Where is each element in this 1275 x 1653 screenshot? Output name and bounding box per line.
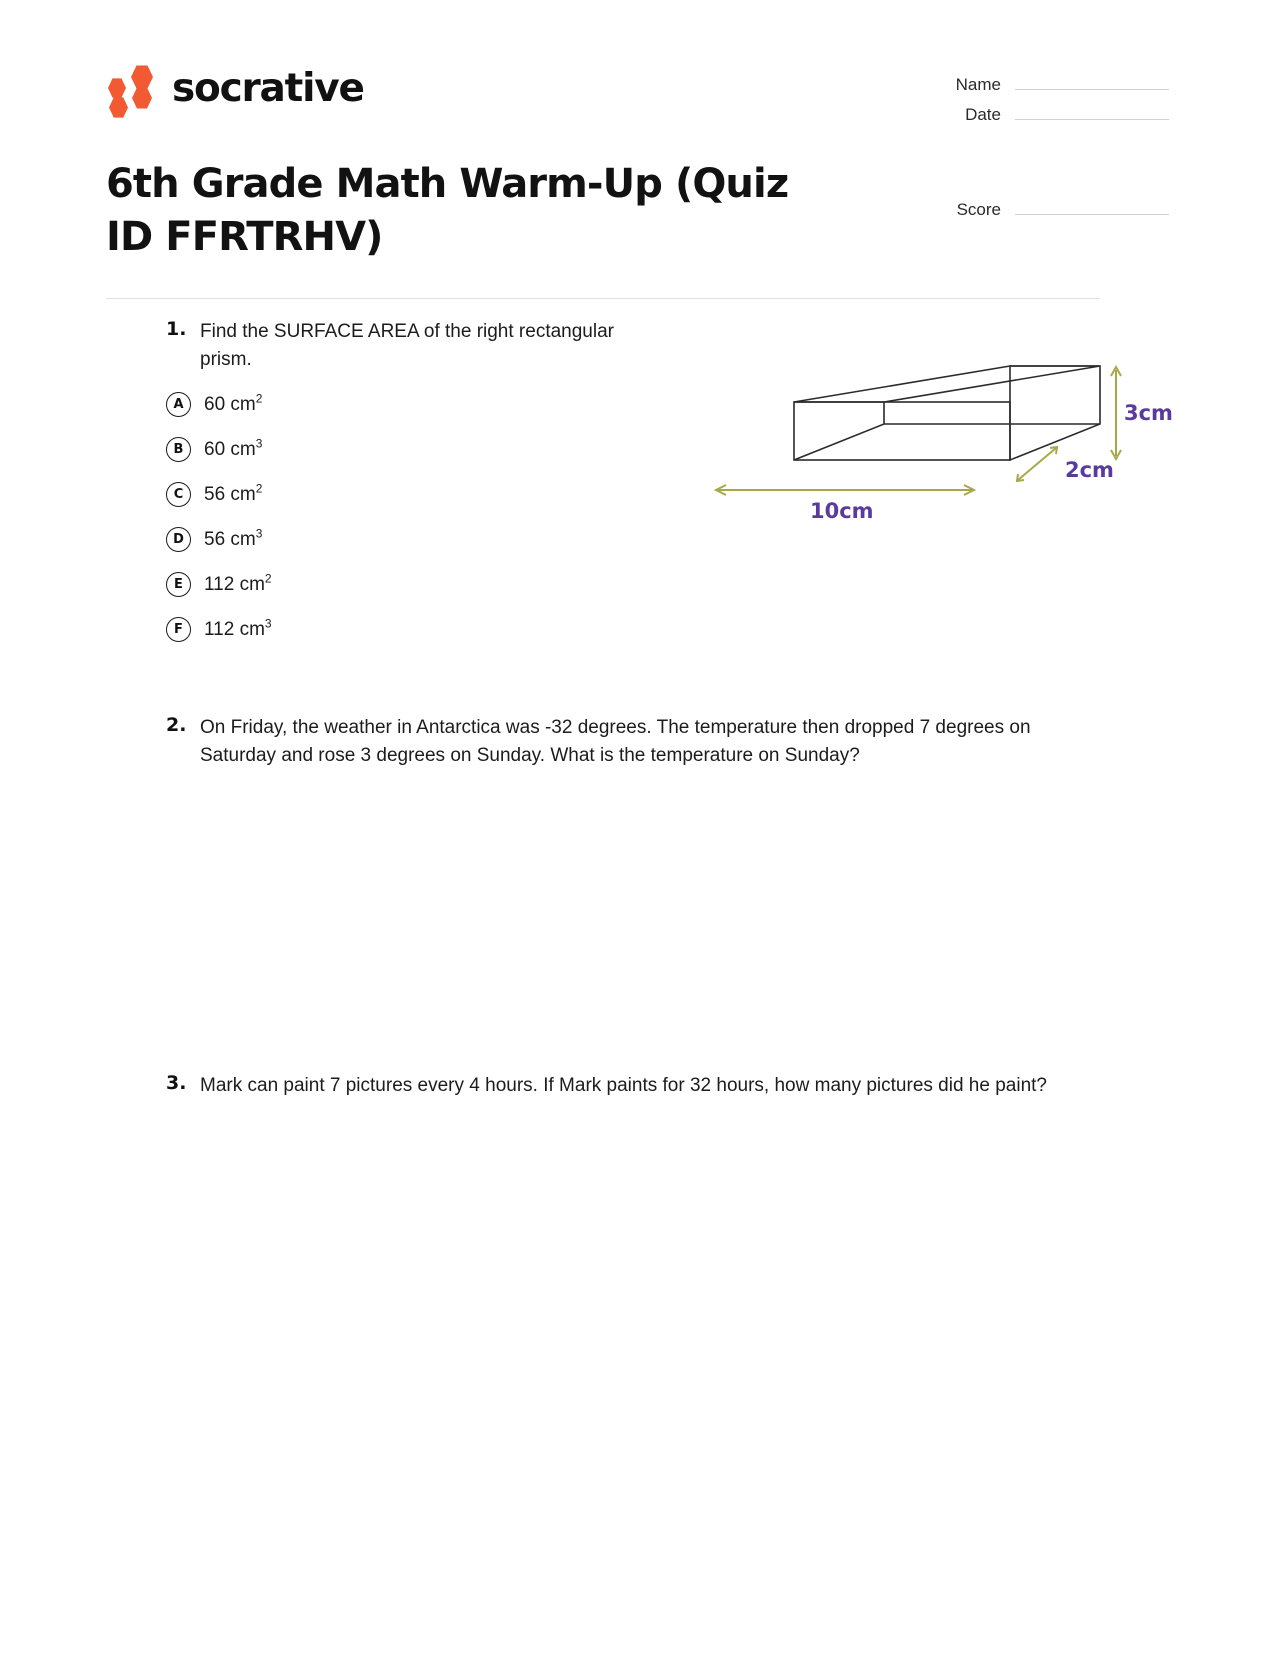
- prism-wireframe: [794, 366, 1100, 460]
- score-label: Score: [956, 200, 1001, 219]
- choice-e-bubble[interactable]: E: [166, 572, 191, 597]
- choice-f-value: 112 cm: [204, 618, 265, 640]
- name-row: [907, 74, 1169, 95]
- depth-dimension-arrow: [1017, 447, 1057, 481]
- choice-d-bubble[interactable]: D: [166, 527, 191, 552]
- choice-f[interactable]: [166, 607, 1169, 652]
- question-3-body: [200, 1072, 1169, 1100]
- choice-b-exponent: 3: [255, 436, 263, 451]
- choice-c-value: 56 cm: [204, 483, 256, 505]
- choice-e-exponent: 2: [264, 571, 272, 586]
- choice-b-bubble[interactable]: B: [166, 437, 191, 462]
- score-block: [907, 199, 1169, 229]
- socrative-hexagon-logo-icon: [106, 64, 154, 112]
- date-label: Date: [965, 105, 1001, 124]
- choice-d-label: [204, 526, 263, 550]
- choice-e[interactable]: [166, 562, 1169, 607]
- question-2-number: 2.: [166, 713, 187, 736]
- choice-d-value: 56 cm: [204, 528, 256, 550]
- rectangular-prism-figure: [700, 350, 1173, 530]
- choice-e-label: [204, 571, 272, 595]
- header-divider: [106, 298, 1100, 299]
- choice-a-exponent: 2: [255, 391, 263, 406]
- length-dimension-arrow: [716, 485, 974, 495]
- date-field[interactable]: [1015, 104, 1169, 120]
- question-1: [0, 318, 1275, 652]
- question-1-number: 1.: [166, 318, 187, 340]
- question-2-text: On Friday, the weather in Antarctica was -32 degrees. The temperature then dropped 7 degrees on Saturday and rose 3 degrees on Sunday. What is the temperature on Sunday?: [200, 716, 1031, 766]
- questions-list: [0, 318, 1275, 1100]
- page-title: 6th Grade Math Warm-Up (Quiz ID FFRTRHV): [106, 161, 789, 260]
- choice-b-value: 60 cm: [204, 438, 256, 460]
- score-row: [907, 199, 1169, 220]
- choice-c-label: [204, 481, 263, 505]
- choice-b-label: [204, 436, 263, 460]
- choice-f-exponent: 3: [264, 616, 272, 631]
- choice-c-bubble[interactable]: C: [166, 482, 191, 507]
- hexagon-bottom-left: [109, 97, 128, 118]
- logo-wordmark: socrative: [172, 65, 364, 111]
- choice-a-bubble[interactable]: A: [166, 392, 191, 417]
- date-row: [907, 104, 1169, 125]
- question-3-number: 3.: [166, 1071, 187, 1094]
- choice-d-exponent: 3: [255, 526, 263, 541]
- hexagon-middle-right: [132, 87, 152, 109]
- choice-e-value: 112 cm: [204, 573, 265, 595]
- socrative-logo: [106, 64, 364, 112]
- name-field[interactable]: [1015, 74, 1169, 90]
- student-info-block: [907, 74, 1169, 134]
- score-field[interactable]: [1015, 199, 1169, 215]
- name-label: Name: [955, 75, 1001, 94]
- length-label: 10cm: [810, 499, 874, 523]
- choice-f-bubble[interactable]: F: [166, 617, 191, 642]
- choice-a-value: 60 cm: [204, 393, 256, 415]
- hexagon-top-right: [131, 65, 153, 89]
- question-3-text: Mark can paint 7 pictures every 4 hours. If Mark paints for 32 hours, how many pictures did he paint?: [200, 1074, 1047, 1096]
- choice-c-exponent: 2: [255, 481, 263, 496]
- height-label: 3cm: [1124, 401, 1173, 425]
- choice-a-label: [204, 391, 263, 415]
- question-2-body: [200, 714, 1169, 770]
- question-1-text: Find the SURFACE AREA of the right rectangular prism.: [200, 321, 614, 370]
- depth-label: 2cm: [1065, 458, 1114, 482]
- question-2: [0, 714, 1275, 770]
- question-3: [0, 1072, 1275, 1100]
- hexagon-middle-left: [108, 78, 126, 98]
- choice-f-label: [204, 616, 272, 640]
